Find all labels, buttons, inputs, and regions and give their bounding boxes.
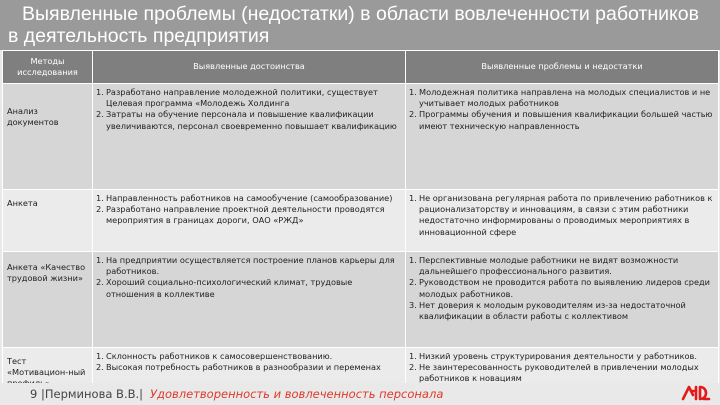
footer-page-author: 9 |Перминова В.В.| [30, 387, 144, 401]
list-item: 1. Молодежная политика направлена на молодых специалистов и не учитывает молодых работников [409, 87, 711, 109]
table-row [3, 252, 719, 348]
header-problems: Выявленные проблемы и недостатки [406, 51, 719, 84]
list-item: 1. Направленность работников на самообучение (самообразование) [96, 193, 393, 203]
list-item: 3. Нет доверия к молодым руководителям из-за недостаточной квалификации в области работы с коллективом [409, 299, 686, 322]
problems-cell [406, 190, 719, 252]
table-header-row [3, 51, 719, 84]
footer-caption: Удовлетворенность и вовлеченность персонала [150, 387, 444, 401]
header-strengths: Выявленные достоинства [93, 51, 406, 84]
list-item: 1. Разработано направление молодежной политики, существует Целевая программа «Молодежь Холдинга [96, 87, 378, 109]
list-item: 2. Высокая потребность работников в разнообразии и переменах [96, 362, 381, 373]
table-row [3, 190, 719, 252]
list-item: 2. Программы обучения и повышения квалификации большей частью имеют техническую направленность [409, 109, 713, 131]
list-item: 1. Низкий уровень структурирования деятельности у работников. [409, 351, 697, 361]
title-bar [0, 0, 720, 50]
slide-title: Выявленные проблемы (недостатки) в области вовлеченности работников в деятельность предприятия [8, 3, 699, 47]
list-item: 2. Хороший социально-психологический климат, трудовые отношения в коллективе [96, 277, 353, 299]
method-cell: Анкета «Качество трудовой жизни» [3, 252, 93, 348]
problems-cell [406, 252, 719, 348]
table-row [3, 84, 719, 190]
strengths-cell [93, 252, 406, 348]
list-item: 2. Разработано направление проектной деятельности проводятся мероприятия в границах дороги, ОАО «РЖД» [96, 204, 385, 226]
method-cell: Тест «Мотивацион-ный [3, 348, 93, 405]
list-item: 1. Перспективные молодые работники не видят возможности дальнейшего профессионального развития. [409, 255, 679, 277]
strengths-cell [93, 190, 406, 252]
list-item: 2. Не заинтересованность руководителей в привлечении молодых работников к новациям [409, 362, 699, 384]
findings-table [2, 50, 719, 405]
list-item: 2. Руководством не проводится работа по выявлению лидеров среди молодых работников. [409, 277, 710, 299]
list-item: 1. На предприятии осуществляется построение планов карьеры для работников. [96, 255, 395, 277]
method-cell: Анализ документов [3, 84, 93, 190]
rzd-logo [680, 381, 712, 403]
problems-cell [406, 84, 719, 190]
list-item: 2. Затраты на обучение персонала и повышение квалификации увеличиваются, персонал своевременно повышает квалификацию [96, 109, 397, 131]
footer [0, 383, 720, 405]
list-item: 1. Склонность работников к самосовершенствованию. [96, 351, 333, 361]
method-cell: Анкета [3, 190, 93, 252]
list-item: 1. Не организована регулярная работа по привлечению работников к рационализаторству и инновациям, в связи с этим работники недостаточно информированы о проводимых мероприятиях в инновационной сфере [409, 193, 713, 237]
strengths-cell [93, 84, 406, 190]
header-methods: Методы исследования [3, 51, 93, 84]
